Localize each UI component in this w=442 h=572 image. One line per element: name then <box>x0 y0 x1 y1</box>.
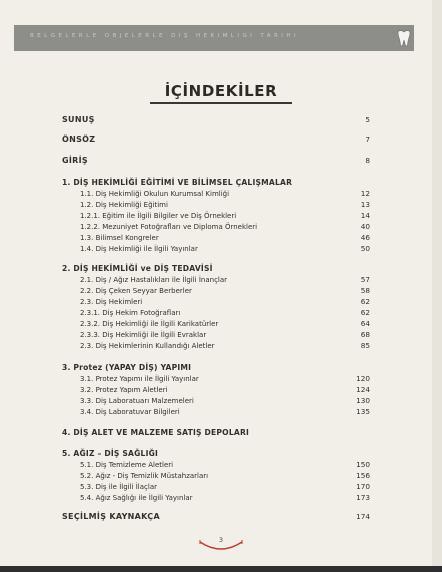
toc-page-number: 170 <box>356 482 370 491</box>
toc-page-number: 46 <box>360 233 370 242</box>
tooth-icon <box>394 28 414 48</box>
toc-entry-label: 4. DİŞ ALET VE MALZEME SATIŞ DEPOLARI <box>62 428 250 437</box>
toc-entry-label: 3. Protez (YAPAY DİŞ) YAPIMI <box>62 363 192 372</box>
toc-page-number: 7 <box>365 135 370 144</box>
toc-entry-label: 2.1. Diş / Ağız Hastalıkları ile İlgili İnançlar <box>80 276 228 284</box>
toc-entry-label: SUNUŞ <box>62 115 95 124</box>
toc-entry-label: 2.3. Diş Hekimleri <box>80 298 143 306</box>
toc-page-number: 13 <box>360 200 370 209</box>
toc-entry-label: 5.4. Ağız Sağlığı ile İlgili Yayınlar <box>80 494 193 502</box>
bottom-rule <box>0 566 442 572</box>
toc-page-number: 62 <box>360 308 370 317</box>
toc-entry-label: 5.2. Ağız - Diş Temizlik Müstahzarları <box>80 472 209 480</box>
toc-page-number: 12 <box>360 189 370 198</box>
smile-icon <box>197 538 245 556</box>
toc-entry-label: 2.2. Diş Çeken Seyyar Berberler <box>80 287 192 295</box>
toc-entry-label: 1.2. Diş Hekimliği Eğitimi <box>80 201 168 209</box>
title-underline <box>150 102 292 104</box>
header-band <box>14 25 414 51</box>
toc-page-number: 173 <box>356 493 370 502</box>
toc-entry-label: 2. DİŞ HEKİMLİĞİ ve DİŞ TEDAVİSİ <box>62 264 213 273</box>
toc-subentry <box>0 406 442 418</box>
toc-page-number: 57 <box>360 275 370 284</box>
toc-page-number: 8 <box>365 156 370 165</box>
toc-section-heading <box>0 427 442 439</box>
toc-entry-label: 5.3. Diş ile İlgili İlaçlar <box>80 483 157 491</box>
toc-page-number: 150 <box>356 460 370 469</box>
toc-top-entry <box>0 114 442 126</box>
page-number: 3 <box>218 536 224 544</box>
toc-entry-label: SEÇİLMİŞ KAYNAKÇA <box>62 512 160 521</box>
toc-entry-label: 2.3.1. Diş Hekim Fotoğrafları <box>80 309 181 317</box>
toc-entry-label: GİRİŞ <box>62 156 88 165</box>
toc-top-entry <box>0 134 442 146</box>
toc-entry-label: 1.3. Bilimsel Kongreler <box>80 234 159 242</box>
header-running-title: BELGELERLE OBJELERLE DİŞ HEKİMLİĞİ TARİHİ <box>30 33 300 39</box>
toc-entry-label: 3.2. Protez Yapım Aletleri <box>80 386 168 394</box>
toc-page-number: 68 <box>360 330 370 339</box>
toc-subentry <box>0 340 442 352</box>
toc-entry-label: 1. DİŞ HEKİMLİĞİ EĞİTİMİ VE BİLİMSEL ÇALIŞMALAR <box>62 178 293 187</box>
toc-entry-label: 3.4. Diş Laboratuvar Bilgileri <box>80 408 180 416</box>
toc-entry-label: 1.4. Diş Hekimliği ile İlgili Yayınlar <box>80 245 198 253</box>
toc-page-number: 14 <box>360 211 370 220</box>
toc-page-number: 5 <box>365 115 370 124</box>
toc-entry-label: 5.1. Diş Temizleme Aletleri <box>80 461 174 469</box>
toc-page-number: 135 <box>356 407 370 416</box>
toc-page-number: 130 <box>356 396 370 405</box>
toc-page-number: 120 <box>356 374 370 383</box>
toc-page-number: 64 <box>360 319 370 328</box>
toc-entry-label: ÖNSÖZ <box>62 135 96 144</box>
toc-page-number: 50 <box>360 244 370 253</box>
toc-entry-label: 1.1. Diş Hekimliği Okulun Kurumsal Kimliği <box>80 190 230 198</box>
toc-final-entry <box>0 511 442 523</box>
toc-subentry <box>0 492 442 504</box>
toc-top-entry <box>0 155 442 167</box>
toc-page-number: 85 <box>360 341 370 350</box>
toc-entry-label: 1.2.1. Eğitim ile İlgili Bilgiler ve Diş Örnekleri <box>80 212 237 220</box>
toc-page-number: 124 <box>356 385 370 394</box>
toc-subentry <box>0 243 442 255</box>
toc-entry-label: 2.3.3. Diş Hekimliği ile İlgili Evraklar <box>80 331 207 339</box>
toc-page-number: 62 <box>360 297 370 306</box>
toc-page-number: 156 <box>356 471 370 480</box>
toc-entry-label: 2.3. Diş Hekimlerinin Kullandığı Aletler <box>80 342 215 350</box>
toc-entry-label: 2.3.2. Diş Hekimliği ile İlgili Karikatürler <box>80 320 219 328</box>
toc-page-number: 40 <box>360 222 370 231</box>
toc-entry-label: 3.3. Diş Laboratuarı Malzemeleri <box>80 397 194 405</box>
toc-page-number: 58 <box>360 286 370 295</box>
toc-entry-label: 3.1. Protez Yapımı ile İlgili Yayınlar <box>80 375 199 383</box>
toc-page-number: 174 <box>356 512 370 521</box>
page-title: İÇİNDEKİLER <box>164 82 278 100</box>
toc-entry-label: 5. AĞIZ – DİŞ SAĞLIĞI <box>62 449 159 458</box>
toc-entry-label: 1.2.2. Mezuniyet Fotoğrafları ve Diploma Örnekleri <box>80 223 258 231</box>
